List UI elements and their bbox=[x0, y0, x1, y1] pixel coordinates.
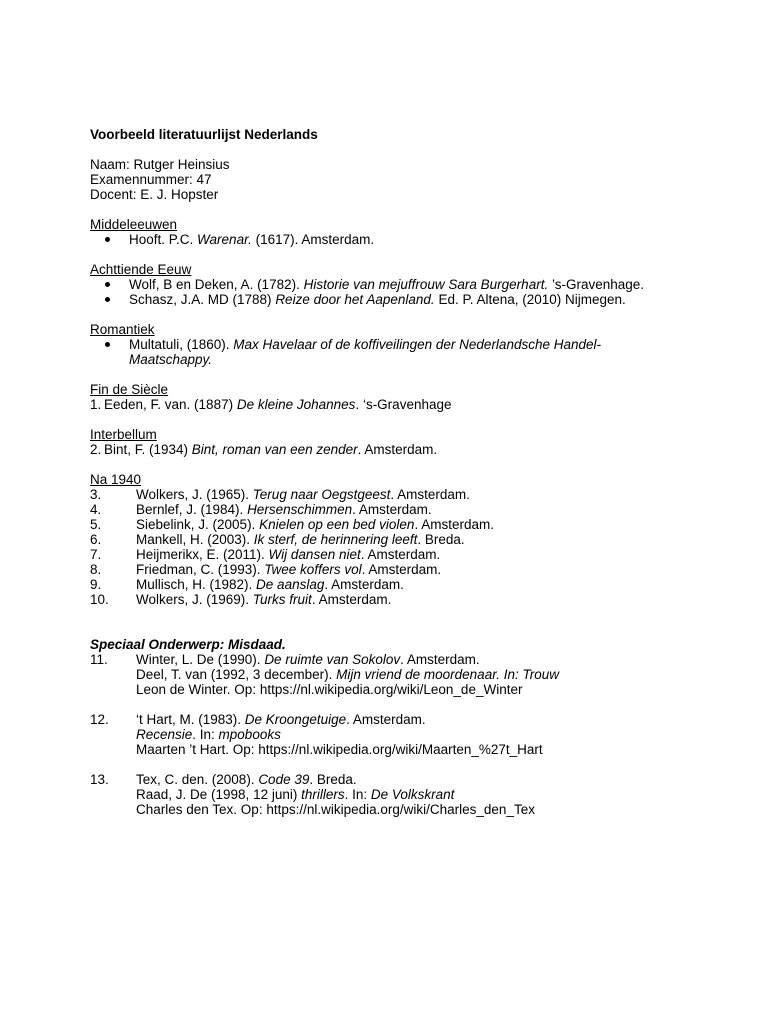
list-item: 13. Tex, C. den. (2008). Code 39. Breda. bbox=[90, 772, 357, 787]
list-item: Hooft. P.C. Warenar. (1617). Amsterdam. bbox=[90, 232, 730, 247]
list-item-subline: Recensie. In: mpobooks bbox=[136, 727, 281, 742]
list-item: 4. Bernlef, J. (1984). Hersenschimmen. Amsterdam. bbox=[90, 502, 432, 517]
section-heading-romantiek: Romantiek bbox=[90, 322, 155, 337]
list-item-subline: Raad, J. De (1998, 12 juni) thrillers. In: De Volkskrant bbox=[136, 787, 455, 802]
list-item: 5. Siebelink, J. (2005). Knielen op een bed violen. Amsterdam. bbox=[90, 517, 494, 532]
exam-number: Examennummer: 47 bbox=[90, 172, 212, 187]
list-item: Multatuli, (1860). Max Havelaar of de koffiveilingen der Nederlandsche Handel- Maatschappy. bbox=[90, 337, 730, 367]
section-heading-na-1940: Na 1940 bbox=[90, 472, 142, 487]
list-item: 9. Mullisch, H. (1982). De aanslag. Amsterdam. bbox=[90, 577, 404, 592]
list-item: 12. ‘t Hart, M. (1983). De Kroongetuige. Amsterdam. bbox=[90, 712, 426, 727]
document-page bbox=[90, 127, 730, 817]
section-heading-achttiende-eeuw: Achttiende Eeuw bbox=[90, 262, 192, 277]
student-name: Naam: Rutger Heinsius bbox=[90, 157, 230, 172]
list-item-subline: Charles den Tex. Op: https://nl.wikipedia.org/wiki/Charles_den_Tex bbox=[136, 802, 535, 817]
bullet-icon bbox=[105, 282, 110, 287]
list-item: Wolf, B en Deken, A. (1782). Historie van mejuffrouw Sara Burgerhart. ’s-Gravenhage. bbox=[90, 277, 730, 292]
bullet-list-middeleeuwen bbox=[90, 232, 730, 247]
section-heading-interbellum: Interbellum bbox=[90, 427, 157, 442]
section-heading-middeleeuwen: Middeleeuwen bbox=[90, 217, 178, 232]
teacher-name: Docent: E. J. Hopster bbox=[90, 187, 219, 202]
bullet-list-romantiek bbox=[90, 337, 730, 367]
list-item-subline: Maarten ’t Hart. Op: https://nl.wikipedia.org/wiki/Maarten_%27t_Hart bbox=[136, 742, 543, 757]
list-item-subline: Deel, T. van (1992, 3 december). Mijn vriend de moordenaar. In: Trouw bbox=[136, 667, 559, 682]
bullet-icon bbox=[105, 342, 110, 347]
list-item: 8. Friedman, C. (1993). Twee koffers vol. Amsterdam. bbox=[90, 562, 442, 577]
list-item-subline: Leon de Winter. Op: https://nl.wikipedia.org/wiki/Leon_de_Winter bbox=[136, 682, 523, 697]
bullet-icon bbox=[105, 297, 110, 302]
list-item: 2. Bint, F. (1934) Bint, roman van een zender. Amsterdam. bbox=[90, 442, 438, 457]
list-item: 11. Winter, L. De (1990). De ruimte van Sokolov. Amsterdam. bbox=[90, 652, 480, 667]
list-item: 6. Mankell, H. (2003). Ik sterf, de herinnering leeft. Breda. bbox=[90, 532, 465, 547]
bullet-icon bbox=[105, 237, 110, 242]
section-heading-fin-de-siecle: Fin de Siècle bbox=[90, 382, 169, 397]
list-item: 7. Heijmerikx, E. (2011). Wij dansen niet. Amsterdam. bbox=[90, 547, 441, 562]
section-heading-speciaal-onderwerp: Speciaal Onderwerp: Misdaad. bbox=[90, 637, 286, 652]
list-item: 3. Wolkers, J. (1965). Terug naar Oegstgeest. Amsterdam. bbox=[90, 487, 470, 502]
list-item: 1. Eeden, F. van. (1887) De kleine Johannes. ‘s-Gravenhage bbox=[90, 397, 452, 412]
list-item: Schasz, J.A. MD (1788) Reize door het Aapenland. Ed. P. Altena, (2010) Nijmegen. bbox=[90, 292, 730, 307]
document-title: Voorbeeld literatuurlijst Nederlands bbox=[90, 127, 318, 142]
bullet-list-achttiende-eeuw bbox=[90, 277, 730, 307]
list-item: 10. Wolkers, J. (1969). Turks fruit. Amsterdam. bbox=[90, 592, 392, 607]
